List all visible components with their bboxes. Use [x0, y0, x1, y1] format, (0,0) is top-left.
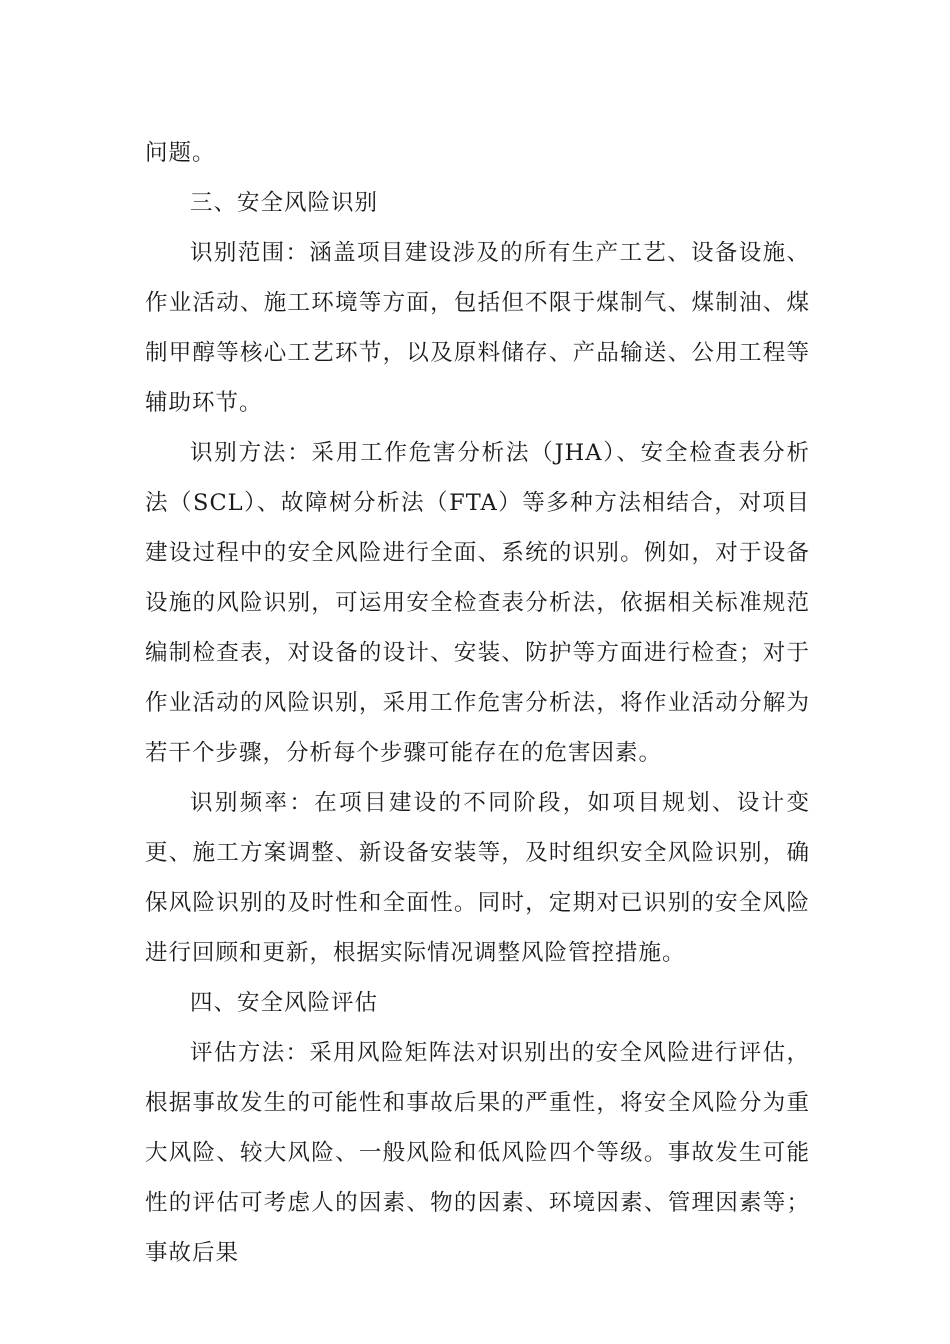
paragraph-identification-frequency: 识别频率：在项目建设的不同阶段，如项目规划、设计变更、施工方案调整、新设备安装等，及时组织安全风险识别，确保风险识别的及时性和全面性。同时，定期对已识别的安全风险进行回顾和更新，根据实际情况调整风险管控措施。 — [145, 790, 810, 966]
section-heading-risk-identification: 三、安全风险识别 — [190, 190, 379, 216]
paragraph-identification-scope: 识别范围：涵盖项目建设涉及的所有生产工艺、设备设施、作业活动、施工环境等方面，包括但不限于煤制气、煤制油、煤制甲醇等核心工艺环节，以及原料储存、产品输送、公用工程等辅助环节。 — [145, 240, 810, 416]
document-body — [145, 128, 810, 1278]
continuation-text: 问题。 — [145, 140, 216, 166]
paragraph-assessment-method: 评估方法：采用风险矩阵法对识别出的安全风险进行评估，根据事故发生的可能性和事故后果的严重性，将安全风险分为重大风险、较大风险、一般风险和低风险四个等级。事故发生可能性的评估可考虑人的因素、物的因素、环境因素、管理因素等；事故后果 — [145, 1040, 810, 1266]
section-heading-risk-assessment: 四、安全风险评估 — [190, 990, 379, 1016]
paragraph-identification-method: 识别方法：采用工作危害分析法（JHA）、安全检查表分析法（SCL）、故障树分析法（FTA）等多种方法相结合，对项目建设过程中的安全风险进行全面、系统的识别。例如，对于设备设施的风险识别，可运用安全检查表分析法，依据相关标准规范编制检查表，对设备的设计、安装、防护等方面进行检查；对于作业活动的风险识别，采用工作危害分析法，将作业活动分解为若干个步骤，分析每个步骤可能存在的危害因素。 — [145, 440, 810, 766]
